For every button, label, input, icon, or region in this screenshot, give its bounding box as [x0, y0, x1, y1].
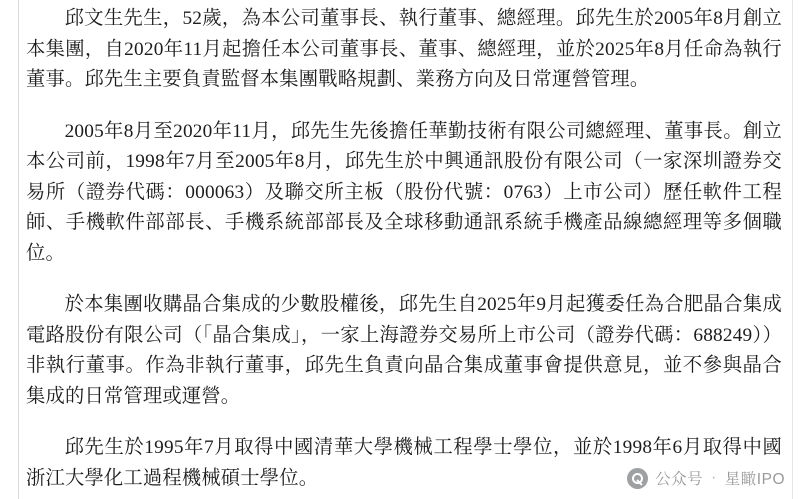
paragraph-4: 邱先生於1995年7月取得中國清華大學機械工程學士學位，並於1998年6月取得中國浙江大學化工過程機械碩士學位。: [26, 437, 782, 489]
document-body: [26, 4, 782, 494]
watermark-separator: ·: [711, 469, 717, 486]
magnifier-logo-icon: [627, 468, 648, 489]
page-right-margin-rule: [792, 0, 793, 499]
watermark: [627, 467, 785, 489]
watermark-prefix: 公众号: [655, 471, 704, 488]
page-left-margin-rule: [18, 0, 19, 499]
paragraph-3: 於本集團收購晶合集成的少數股權後，邱先生自2025年9月起獲委任為合肥晶合集成電路股份有限公司（「晶合集成」，一家上海證券交易所上市公司（證券代碼：688249））非執行董事。作為非執行董事，邱先生負責向晶合集成董事會提供意見，並不參與晶合集成的日常管理或運營。: [26, 294, 782, 407]
paragraph-1: 邱文生先生，52歲，為本公司董事長、執行董事、總經理。邱先生於2005年8月創立本集團，自2020年11月起擔任本公司董事長、董事、總經理，並於2025年8月任命為執行董事。邱先生主要負責監督本集團戰略規劃、業務方向及日常運營管理。: [26, 8, 782, 90]
paragraph-2: 2005年8月至2020年11月，邱先生先後擔任華勤技術有限公司總經理、董事長。創立本公司前，1998年7月至2005年8月，邱先生於中興通訊股份有限公司（一家深圳證券交易所（證券代碼：000063）及聯交所主板（股份代號：0763）上市公司）歷任軟件工程師、手機軟件部部長、手機系統部部長及全球移動通訊系統手機產品線總經理等多個職位。: [26, 120, 782, 264]
watermark-name: 星瞰IPO: [724, 471, 785, 488]
